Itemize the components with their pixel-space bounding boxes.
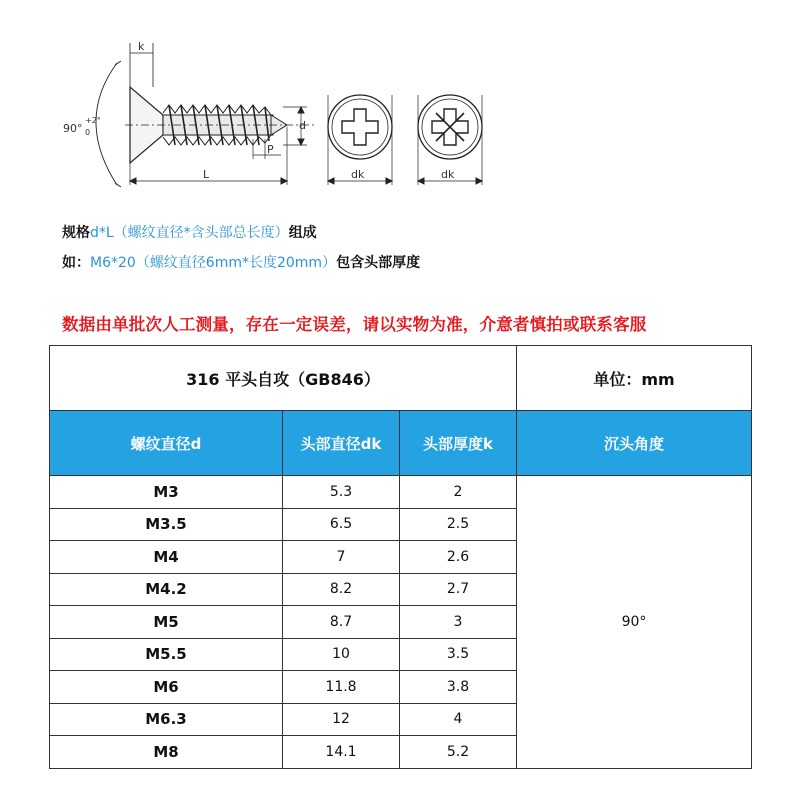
cell-size: M8 [50,736,283,769]
cell-k: 2.6 [400,541,517,574]
table-title: 316 平头自攻（GB846） [50,346,517,411]
l-label: L [203,168,210,181]
cell-k: 4 [400,703,517,736]
header-countersink-angle: 沉头角度 [517,411,752,476]
disclaimer-text: 数据由单批次人工测量，存在一定误差，请以实物为准，介意者慎拍或联系客服 [62,315,647,334]
spec-line-1-prefix: 规格 [62,225,90,241]
cell-dk: 7 [283,541,400,574]
cell-dk: 8.7 [283,606,400,639]
table-row [50,476,752,509]
spec-line-1 [62,222,317,242]
spec-line-2-highlight: M6*20（螺纹直径6mm*长度20mm） [90,255,337,271]
spec-line-1-suffix: 组成 [288,225,317,241]
dk-label-1: dk [351,168,365,181]
cell-size: M4.2 [50,573,283,606]
cell-size: M3 [50,476,283,509]
cell-size: M5.5 [50,638,283,671]
spec-line-2 [62,252,420,272]
p-label: P [267,143,274,156]
cell-angle: 90° [517,476,752,769]
cell-k: 5.2 [400,736,517,769]
cell-size: M6 [50,671,283,704]
cell-dk: 6.5 [283,508,400,541]
table-header-row [50,411,752,476]
cell-k: 3 [400,606,517,639]
header-head-thickness: 头部厚度k [400,411,517,476]
cell-dk: 10 [283,638,400,671]
k-label: k [138,40,145,53]
cell-dk: 8.2 [283,573,400,606]
cell-dk: 14.1 [283,736,400,769]
cell-dk: 5.3 [283,476,400,509]
d-label: d [299,119,306,132]
table-unit: 单位：mm [517,346,752,411]
cell-dk: 12 [283,703,400,736]
angle-label: 90° [63,122,83,135]
cell-size: M4 [50,541,283,574]
spec-table [49,345,752,769]
angle-tol-plus: +2° [85,116,101,125]
cell-k: 2.5 [400,508,517,541]
spec-line-2-prefix: 如： [62,255,90,271]
table-title-row [50,346,752,411]
dk-label-2: dk [441,168,455,181]
spec-line-2-suffix: 包含头部厚度 [336,255,421,271]
cell-k: 2 [400,476,517,509]
angle-tol-minus: 0 [85,128,91,137]
header-thread-diameter: 螺纹直径d [50,411,283,476]
cell-k: 3.5 [400,638,517,671]
cell-dk: 11.8 [283,671,400,704]
header-head-diameter: 头部直径dk [283,411,400,476]
cell-size: M6.3 [50,703,283,736]
cell-k: 2.7 [400,573,517,606]
cell-size: M3.5 [50,508,283,541]
spec-line-1-highlight: d*L（螺纹直径*含头部总长度） [90,225,289,241]
screw-technical-drawing [55,35,495,195]
cell-k: 3.8 [400,671,517,704]
cell-size: M5 [50,606,283,639]
